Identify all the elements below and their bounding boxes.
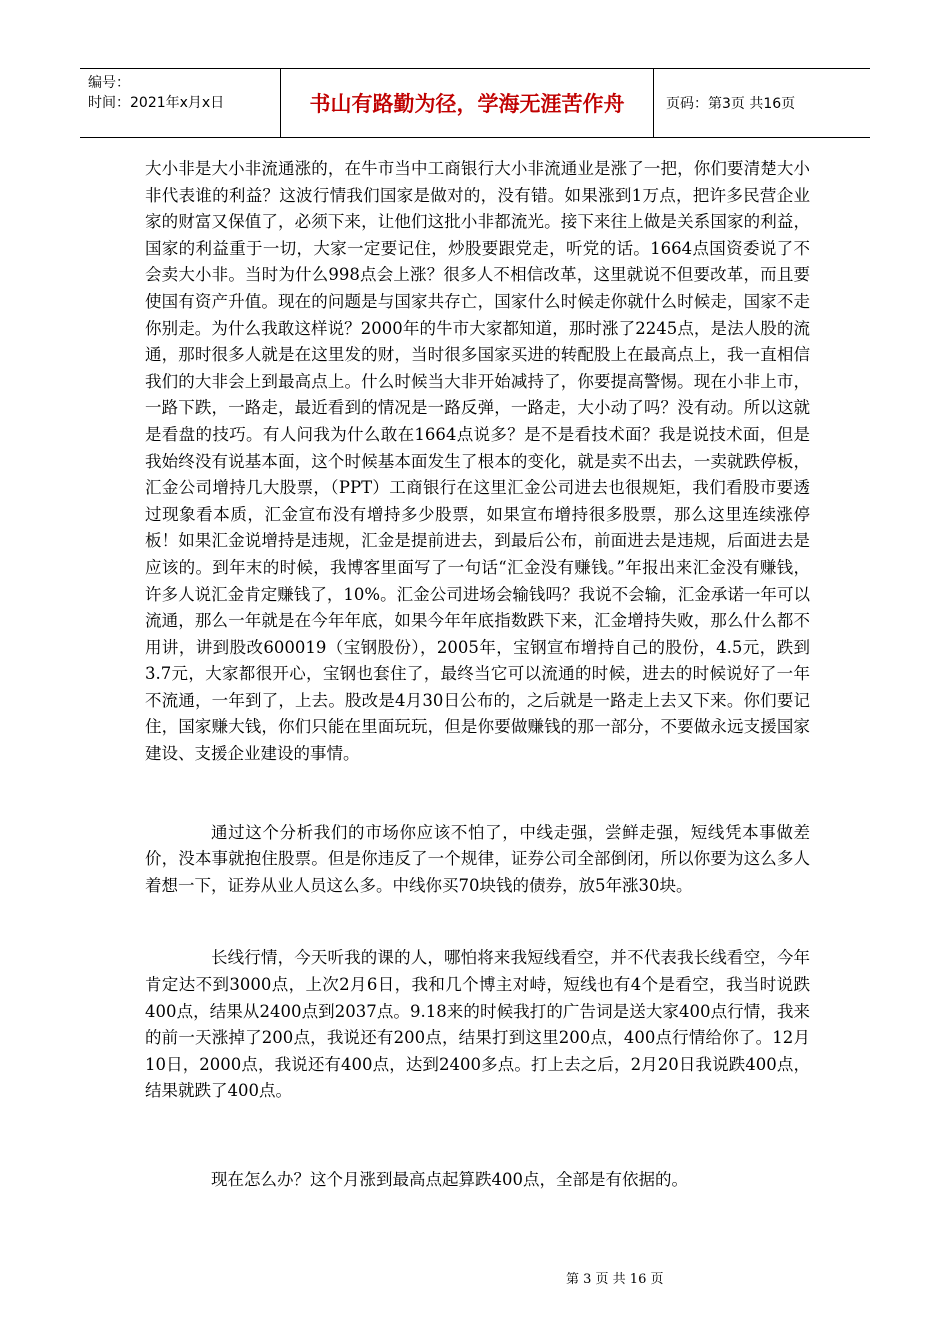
header-page-info: 页码：第3页 共16页 xyxy=(666,96,796,112)
paragraph-1: 大小非是大小非流通涨的，在牛市当中工商银行大小非流通业是涨了一把，你们要清楚大小非代表谁的利益？这波行情我们国家是做对的，没有错。如果涨到1万点，把许多民营企业家的财富又保值了，必须下来，让他们这批小非都流光。接下来往上做是关系国家的利益，国家的利益重于一切，大家一定要记住，炒股要跟党走，听党的话。1664点国资委说了不会卖大小非。当时为什么998点会上涨？很多人不相信改革，这里就说不但要改革，而且要使国有资产升值。现在的问题是与国家共存亡，国家什么时候走你就什么时候走，国家不走你别走。为什么我敢这样说？2000年的牛市大家都知道，那时涨了2245点，是法人股的流通，那时很多人就是在这里发的财，当时很多国家买进的转配股上在最高点上，我一直相信我们的大非会上到最高点上。什么时候当大非开始减持了，你要提高警惕。现在小非上市，一路下跌，一路走，最近看到的情况是一路反弹，一路走，大小动了吗？没有动。所以这就是看盘的技巧。有人问我为什么敢在1664点说多？是不是看技术面？我是说技术面，但是我始终没有说基本面，这个时候基本面发生了根本的变化，就是卖不出去，一卖就跌停板，汇金公司增持几大股票，（PPT）工商银行在这里汇金公司进去也很规矩，我们看股市要透过现象看本质，汇金宣布没有增持多少股票，如果宣布增持很多股票，那么这里连续涨停板！如果汇金说增持是违规，汇金是提前进去，到最后公布，前面进去是违规，后面进去是应该的。到年末的时候，我博客里面写了一句话“汇金没有赚钱。”年报出来汇金没有赚钱，许多人说汇金肯定赚钱了，10%。汇金公司进场会输钱吗？我说不会输，汇金承诺一年可以流通，那么一年就是在今年年底，如果今年年底指数跌下来，汇金增持失败，那么什么都不用讲，讲到股改600019（宝钢股份），2005年，宝钢宣布增持自己的股份，4.5元，跌到3.7元，大家都很开心，宝钢也套住了，最终当它可以流通的时候，进去的时候说好了一年不流通，一年到了，上去。股改是4月30日公布的，之后就是一路走上去又下来。你们要记住，国家赚大钱，你们只能在里面玩玩，但是你要做赚钱的那一部分，不要做永远支援国家建设、支援企业建设的事情。 xyxy=(145,159,810,764)
document-body xyxy=(145,156,810,1194)
time-label: 时间：2021年x月x日 xyxy=(88,95,225,111)
paragraph-2: 通过这个分析我们的市场你应该不怕了，中线走强，尝鲜走强，短线凭本事做差价，没本事就抱住股票。但是你违反了一个规律，证券公司全部倒闭，所以你要为这么多人着想一下，证券从业人员这么多。中线你买70块钱的债券，放5年涨30块。 xyxy=(145,822,810,895)
paragraph-4: 现在怎么办？这个月涨到最高点起算跌400点，全部是有依据的。 xyxy=(211,1170,688,1189)
header-meta xyxy=(80,69,281,137)
header-motto: 书山有路勤为径，学海无涯苦作舟 xyxy=(281,69,654,137)
paragraph-3: 长线行情，今天听我的课的人，哪怕将来我短线看空，并不代表我长线看空，今年肯定达不到3000点，上次2月6日，我和几个博主对峙，短线也有4个是看空，我当时说跌400点，结果从2400点到2037点。9.18来的时候我打的广告词是送大家400点行情，我来的前一天涨掉了200点，我说还有200点，结果打到这里200点，400点行情给你了。12月10日，2000点，我说还有400点，达到2400多点。打上去之后，2月20日我说跌400点，结果就跌了400点。 xyxy=(145,948,810,1101)
footer-page-number: 第 3 页 共 16 页 xyxy=(566,1272,664,1287)
page-header xyxy=(80,68,870,138)
doc-number-label: 编号： xyxy=(88,75,130,91)
